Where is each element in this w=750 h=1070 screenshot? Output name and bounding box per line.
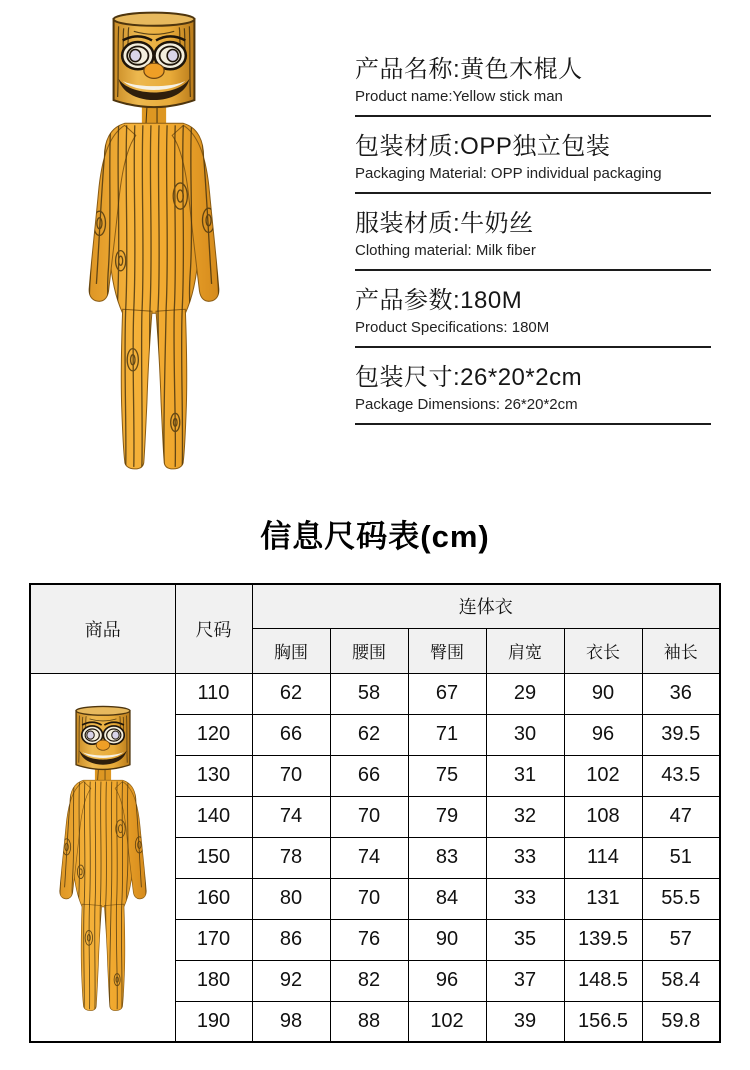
measure-header-4: 衣长 <box>564 628 642 673</box>
measure-cell-5: 43.5 <box>642 755 720 796</box>
spec-en: Product Specifications: 180M <box>355 319 550 336</box>
size-cell: 170 <box>175 919 252 960</box>
measure-cell-3: 29 <box>486 673 564 714</box>
measure-cell-2: 71 <box>408 714 486 755</box>
spec-zh: 产品参数:180M <box>355 287 523 314</box>
spec-zh: 服装材质:牛奶丝 <box>355 210 534 237</box>
spec-item-packaging-material <box>355 117 711 194</box>
size-cell: 190 <box>175 1001 252 1042</box>
measure-cell-5: 57 <box>642 919 720 960</box>
measure-header-3: 肩宽 <box>486 628 564 673</box>
measure-cell-0: 70 <box>252 755 330 796</box>
measure-cell-0: 66 <box>252 714 330 755</box>
measure-cell-4: 102 <box>564 755 642 796</box>
measure-cell-0: 62 <box>252 673 330 714</box>
measure-cell-0: 80 <box>252 878 330 919</box>
measure-cell-2: 75 <box>408 755 486 796</box>
size-cell: 110 <box>175 673 252 714</box>
measure-cell-2: 79 <box>408 796 486 837</box>
measure-cell-3: 33 <box>486 878 564 919</box>
measure-cell-3: 30 <box>486 714 564 755</box>
measure-cell-1: 88 <box>330 1001 408 1042</box>
spec-zh: 产品名称:黄色木棍人 <box>355 56 583 83</box>
spec-item-specifications <box>355 271 711 348</box>
measure-cell-2: 96 <box>408 960 486 1001</box>
group-header: 连体衣 <box>252 584 720 628</box>
spec-zh: 包装尺寸:26*20*2cm <box>355 364 583 391</box>
measure-cell-4: 148.5 <box>564 960 642 1001</box>
hero-section <box>0 0 750 505</box>
measure-cell-4: 96 <box>564 714 642 755</box>
measure-cell-4: 139.5 <box>564 919 642 960</box>
measure-cell-5: 59.8 <box>642 1001 720 1042</box>
measure-cell-1: 58 <box>330 673 408 714</box>
measure-cell-4: 131 <box>564 878 642 919</box>
measure-cell-3: 35 <box>486 919 564 960</box>
measure-header-5: 袖长 <box>642 628 720 673</box>
measure-cell-3: 31 <box>486 755 564 796</box>
measure-cell-1: 82 <box>330 960 408 1001</box>
measure-cell-5: 51 <box>642 837 720 878</box>
product-column-header: 商品 <box>30 584 175 673</box>
measure-cell-2: 102 <box>408 1001 486 1042</box>
measure-cell-2: 67 <box>408 673 486 714</box>
spec-item-package-dimensions <box>355 348 711 425</box>
measure-header-0: 胸围 <box>252 628 330 673</box>
measure-cell-1: 62 <box>330 714 408 755</box>
size-cell: 150 <box>175 837 252 878</box>
size-chart-title: 信息尺码表(cm) <box>260 519 490 554</box>
measure-cell-2: 84 <box>408 878 486 919</box>
size-cell: 180 <box>175 960 252 1001</box>
spec-en: Clothing material: Milk fiber <box>355 242 536 259</box>
measure-cell-4: 108 <box>564 796 642 837</box>
size-cell: 140 <box>175 796 252 837</box>
measure-cell-1: 70 <box>330 796 408 837</box>
measure-header-2: 臀围 <box>408 628 486 673</box>
spec-item-product-name <box>355 55 711 117</box>
measure-cell-4: 114 <box>564 837 642 878</box>
measure-cell-5: 39.5 <box>642 714 720 755</box>
measure-cell-5: 58.4 <box>642 960 720 1001</box>
spec-en: Packaging Material: OPP individual packaging <box>355 165 662 182</box>
measure-cell-5: 55.5 <box>642 878 720 919</box>
product-photo-large <box>58 6 250 471</box>
measure-cell-2: 90 <box>408 919 486 960</box>
measure-cell-3: 37 <box>486 960 564 1001</box>
size-cell: 130 <box>175 755 252 796</box>
product-photo-cell <box>30 673 175 1042</box>
spec-zh: 包装材质:OPP独立包装 <box>355 133 611 160</box>
spec-list <box>355 55 711 425</box>
measure-cell-2: 83 <box>408 837 486 878</box>
stickman-figure-icon <box>58 6 250 471</box>
measure-cell-0: 74 <box>252 796 330 837</box>
measure-header-1: 腰围 <box>330 628 408 673</box>
measure-cell-4: 90 <box>564 673 642 714</box>
measure-cell-1: 76 <box>330 919 408 960</box>
table-header-row-1 <box>30 584 720 628</box>
stickman-figure-icon-small <box>39 702 167 1012</box>
spec-en: Product name:Yellow stick man <box>355 88 563 105</box>
spec-item-clothing-material <box>355 194 711 271</box>
measure-cell-4: 156.5 <box>564 1001 642 1042</box>
measure-cell-1: 70 <box>330 878 408 919</box>
measure-cell-0: 86 <box>252 919 330 960</box>
measure-cell-3: 39 <box>486 1001 564 1042</box>
measure-cell-1: 66 <box>330 755 408 796</box>
size-column-header: 尺码 <box>175 584 252 673</box>
measure-cell-5: 36 <box>642 673 720 714</box>
size-table-body <box>30 673 720 1042</box>
measure-cell-3: 33 <box>486 837 564 878</box>
measure-cell-0: 92 <box>252 960 330 1001</box>
spec-en: Package Dimensions: 26*20*2cm <box>355 396 578 413</box>
size-table <box>29 583 721 1043</box>
measure-cell-0: 98 <box>252 1001 330 1042</box>
measure-cell-0: 78 <box>252 837 330 878</box>
size-cell: 160 <box>175 878 252 919</box>
measure-cell-5: 47 <box>642 796 720 837</box>
size-cell: 120 <box>175 714 252 755</box>
measure-cell-1: 74 <box>330 837 408 878</box>
size-row-110 <box>30 673 720 714</box>
measure-cell-3: 32 <box>486 796 564 837</box>
